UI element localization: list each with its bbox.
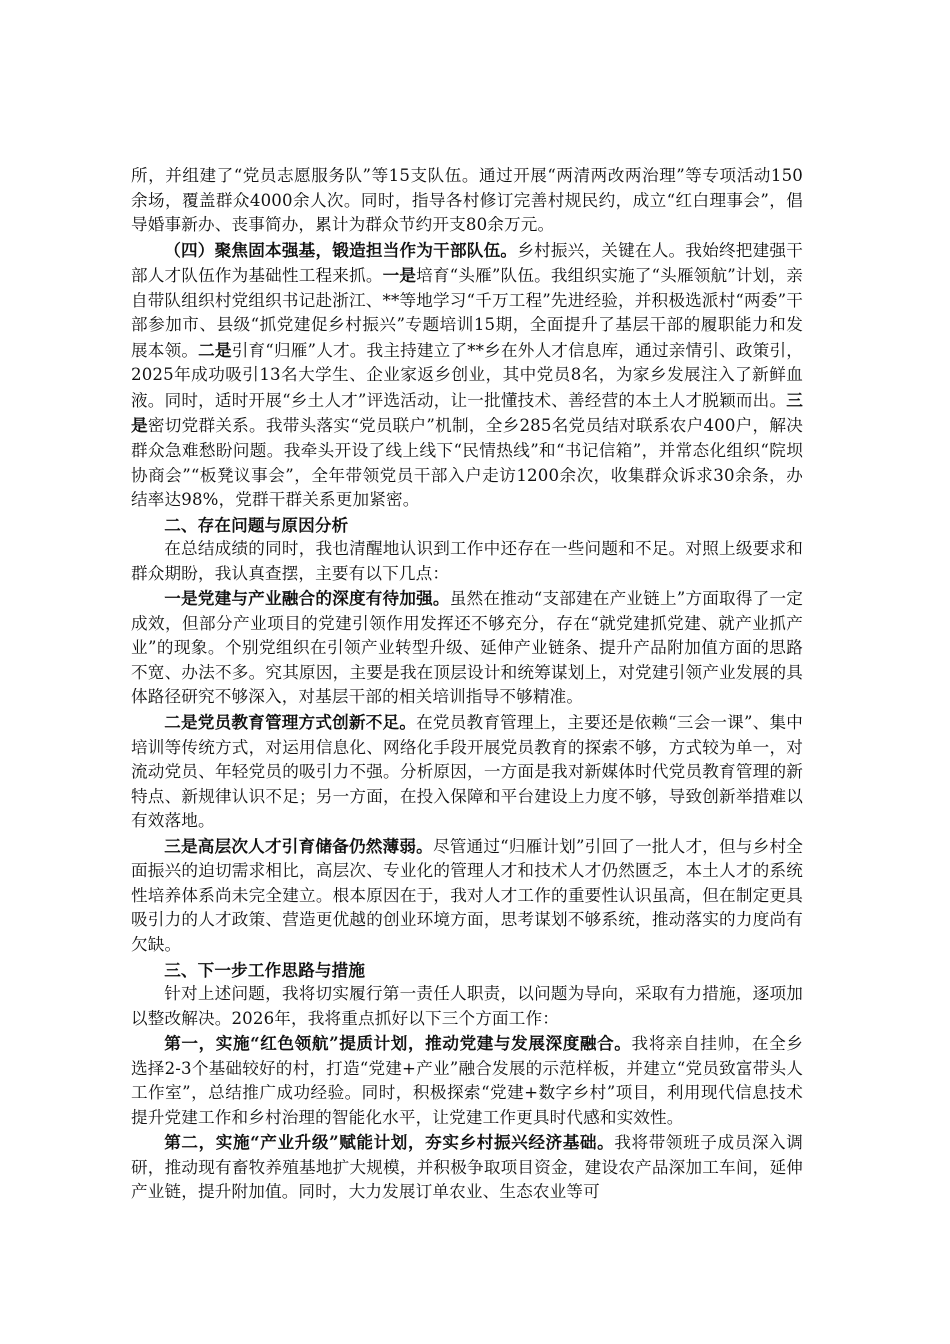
paragraph-continuation: [131, 164, 803, 238]
point-marker: 二是: [198, 339, 232, 360]
point-marker: 一是: [382, 265, 417, 286]
paragraph-next-steps-intro: [131, 982, 803, 1031]
paragraph-text: 在党员教育管理上，主要还是依赖“三会一课”、集中培训等传统方式，对运用信息化、网络化手段开展党员教育的探索不够，方式较为单一，对流动党员、年轻党员的吸引力不强。分析原因，一方面是我对新媒体时代党员教育管理的新特点、新规律认识不足；另一方面，在投入保障和平台建设上力度不够，导致创新举措难以有效落地。: [131, 713, 803, 831]
paragraph-lead: （四）聚焦固本强基，锻造担当作为干部队伍。: [164, 239, 518, 260]
paragraph-lead: 二是党员教育管理方式创新不足。: [164, 712, 417, 733]
paragraph-text: 在总结成绩的同时，我也清醒地认识到工作中还存在一些问题和不足。对照上级要求和群众期盼，我认真查摆，主要有以下几点：: [131, 539, 803, 583]
paragraph-problem-2: [131, 710, 803, 834]
point-marker: 三是: [131, 389, 803, 436]
paragraph-text: 培育“头雁”队伍。我组织实施了“头雁领航”计划，亲自带队组织村党组织书记赴浙江、**等地学习“千万工程”先进经验，并积极选派村“两委”干部参加市、县级“抓党建促乡村振兴”专题培训15期，全面提升了基层干部的履职能力和发展本领。: [131, 266, 803, 360]
paragraph-text: 乡村振兴，关键在人。我始终把建强干部人才队伍作为基础性工程来抓。: [131, 240, 803, 286]
paragraph-measure-2: [131, 1130, 803, 1205]
paragraph-text: 密切党群关系。我带头落实“党员联户”机制，全乡285名党员结对联系农户400户，解决群众急难愁盼问题。我牵头开设了线上线下“民情热线”和“书记信箱”，并常态化组织“院坝协商会”“板凳议事会”，全年带领党员干部入户走访1200余次，收集群众诉求30余条，办结率达98%，党群干群关系更加紧密。: [131, 416, 804, 510]
paragraph-lead: 第一，实施“红色领航”提质计划，推动党建与发展深度融合。: [164, 1033, 632, 1054]
paragraph-text: 尽管通过“归雁计划”引回了一批人才，但与乡村全面振兴的迫切需求相比，高层次、专业化的管理人才和技术人才仍然匮乏，本土人才的系统性培养体系尚未完全建立。根本原因在于，我对人才工作的重要性认识虽高，但在制定更具吸引力的人才政策、营造更优越的创业环境方面，思考谋划不够系统，推动落实的力度尚有欠缺。: [131, 836, 803, 954]
paragraph-lead: 第二，实施“产业升级”赋能计划，夯实乡村振兴经济基础。: [164, 1132, 615, 1153]
paragraph-cadre-team: [131, 238, 803, 513]
paragraph-text: 我将带领班子成员深入调研，推动现有畜牧养殖基地扩大规模，并积极争取项目资金，建设农产品深加工车间，延伸产业链，提升附加值。同时，大力发展订单农业、生态农业等可: [131, 1133, 803, 1202]
paragraph-measure-1: [131, 1031, 803, 1130]
section-heading-next-steps: 三、下一步工作思路与措施: [164, 959, 366, 980]
paragraph-text: 我将亲自挂帅，在全乡选择2-3个基础较好的村，打造“党建+产业”融合发展的示范样板，并建立“党员致富带头人工作室”，总结推广成功经验。同时，积极探索“党建+数字乡村”项目，利用现代信息技术提升党建工作和乡村治理的智能化水平，让党建工作更具时代感和实效性。: [131, 1034, 804, 1127]
document-body: [131, 164, 803, 1205]
paragraph-lead: 一是党建与产业融合的深度有待加强。: [164, 588, 450, 609]
paragraph-problem-1: [131, 586, 803, 710]
paragraph-problem-3: [131, 834, 803, 958]
paragraph-text: 所，并组建了“党员志愿服务队”等15支队伍。通过开展“两清两改两治理”等专项活动150余场，覆盖群众4000余人次。同时，指导各村修订完善村规民约，成立“红白理事会”，倡导婚事新办、丧事简办，累计为群众节约开支80余万元。: [131, 166, 803, 235]
paragraph-problems-intro: [131, 537, 803, 586]
paragraph-text: 针对上述问题，我将切实履行第一责任人职责，以问题为导向，采取有力措施，逐项加以整改解决。2026年，我将重点抓好以下三个方面工作：: [131, 984, 803, 1028]
paragraph-lead: 三是高层次人才引育储备仍然薄弱。: [164, 835, 433, 856]
section-heading-problems: 二、存在问题与原因分析: [164, 514, 349, 535]
paragraph-text: 引育“归雁”人才。我主持建立了**乡在外人才信息库，通过亲情引、政策引，2025年成功吸引13名大学生、企业家返乡创业，其中党员8名，为家乡发展注入了新鲜血液。同时，适时开展“乡土人才”评选活动，让一批懂技术、善经营的本土人才脱颖而出。: [131, 340, 803, 410]
paragraph-text: 虽然在推动“支部建在产业链上”方面取得了一定成效，但部分产业项目的党建引领作用发挥还不够充分，存在“就党建抓党建、就产业抓产业”的现象。个别党组织在引领产业转型升级、延伸产业链条、提升产品附加值方面的思路不宽、办法不多。究其原因，主要是我在顶层设计和统筹谋划上，对党建引领产业发展的具体路径研究不够深入，对基层干部的相关培训指导不够精准。: [131, 589, 803, 707]
